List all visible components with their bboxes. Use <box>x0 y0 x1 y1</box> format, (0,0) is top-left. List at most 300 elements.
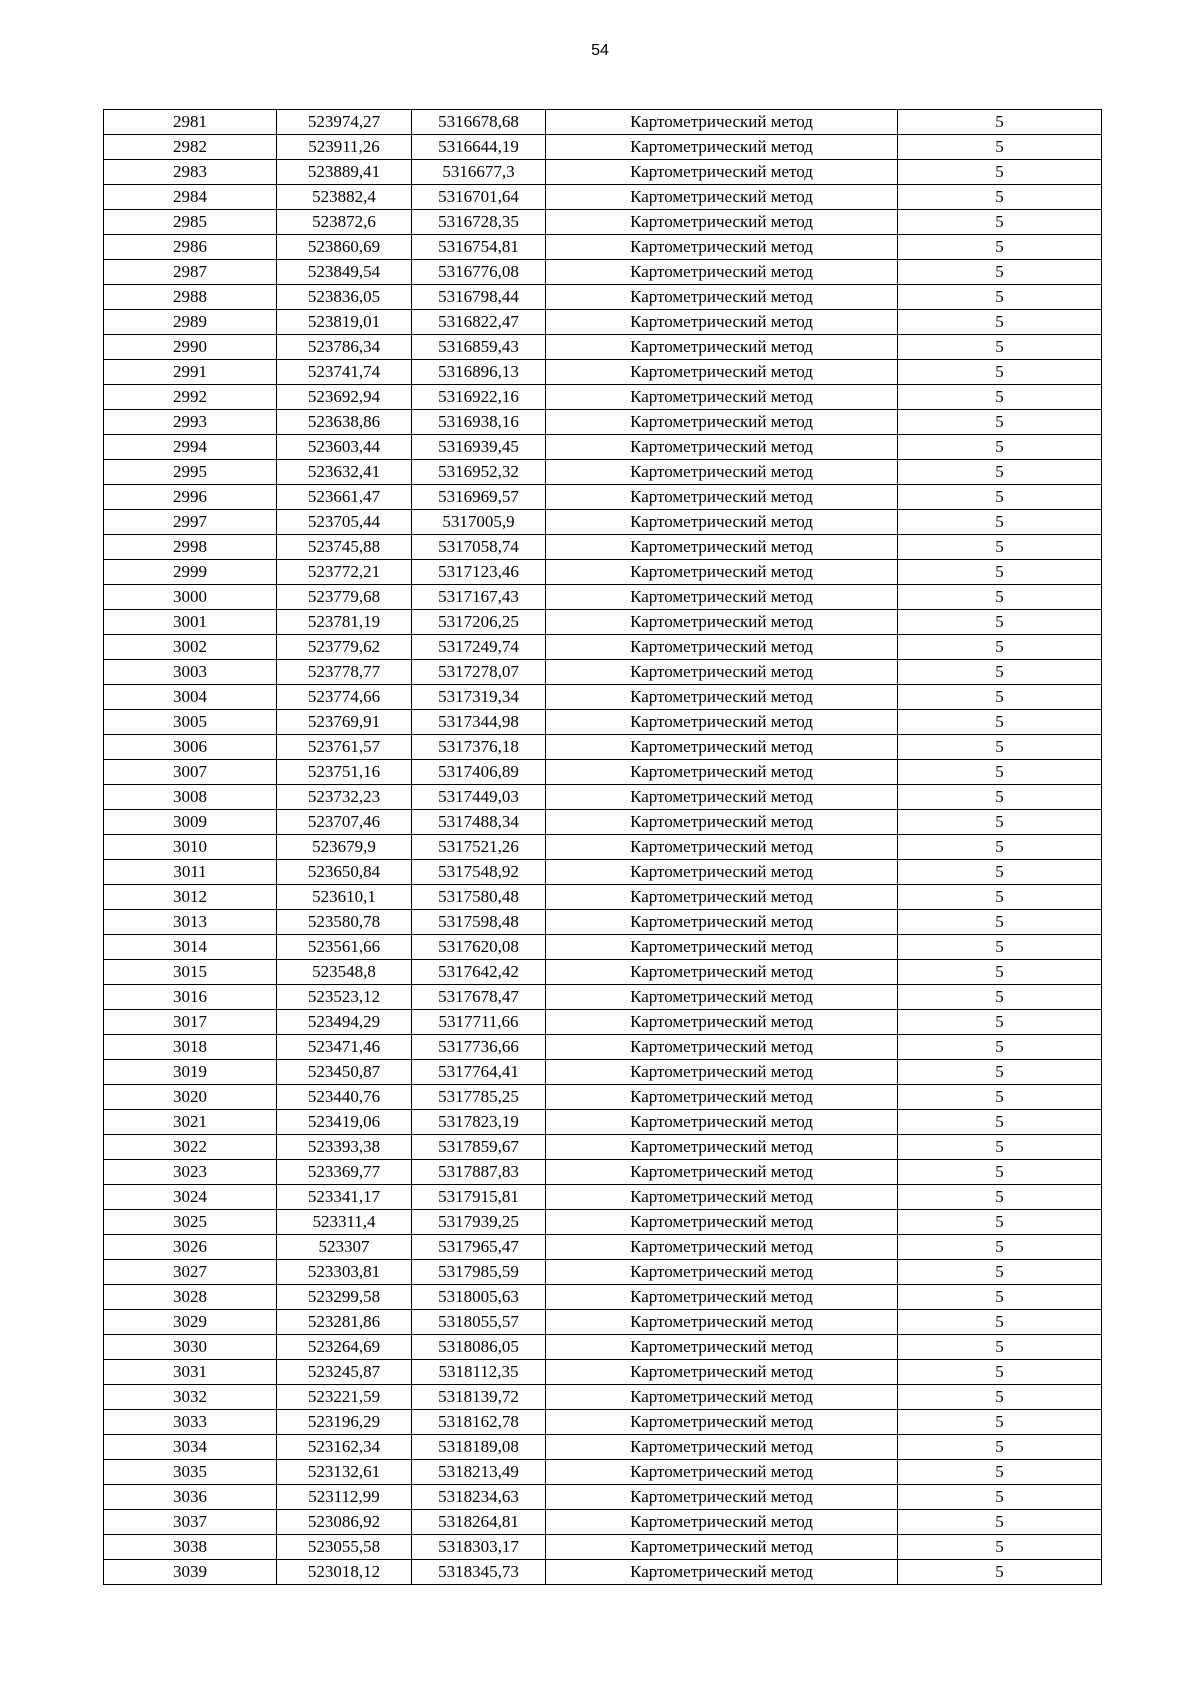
x-coordinate-cell: 523018,12 <box>277 1560 412 1585</box>
y-coordinate-cell: 5317344,98 <box>412 710 546 735</box>
point-number-cell: 2998 <box>104 535 277 560</box>
method-cell: Картометрический метод <box>546 1085 898 1110</box>
point-number-cell: 3014 <box>104 935 277 960</box>
x-coordinate-cell: 523778,77 <box>277 660 412 685</box>
y-coordinate-cell: 5318189,08 <box>412 1435 546 1460</box>
method-cell: Картометрический метод <box>546 1285 898 1310</box>
accuracy-cell: 5 <box>898 185 1102 210</box>
point-number-cell: 2999 <box>104 560 277 585</box>
accuracy-cell: 5 <box>898 860 1102 885</box>
x-coordinate-cell: 523819,01 <box>277 310 412 335</box>
point-number-cell: 2984 <box>104 185 277 210</box>
point-number-cell: 3002 <box>104 635 277 660</box>
y-coordinate-cell: 5317167,43 <box>412 585 546 610</box>
method-cell: Картометрический метод <box>546 1185 898 1210</box>
table-row <box>104 685 1102 710</box>
x-coordinate-cell: 523779,68 <box>277 585 412 610</box>
accuracy-cell: 5 <box>898 1185 1102 1210</box>
table-row <box>104 285 1102 310</box>
x-coordinate-cell: 523264,69 <box>277 1335 412 1360</box>
method-cell: Картометрический метод <box>546 1535 898 1560</box>
y-coordinate-cell: 5318264,81 <box>412 1510 546 1535</box>
point-number-cell: 3018 <box>104 1035 277 1060</box>
table-row <box>104 1460 1102 1485</box>
method-cell: Картометрический метод <box>546 135 898 160</box>
table-row <box>104 210 1102 235</box>
accuracy-cell: 5 <box>898 1010 1102 1035</box>
point-number-cell: 3026 <box>104 1235 277 1260</box>
y-coordinate-cell: 5318005,63 <box>412 1285 546 1310</box>
y-coordinate-cell: 5317278,07 <box>412 660 546 685</box>
table-row <box>104 660 1102 685</box>
x-coordinate-cell: 523779,62 <box>277 635 412 660</box>
table-row <box>104 635 1102 660</box>
table-row <box>104 410 1102 435</box>
x-coordinate-cell: 523494,29 <box>277 1010 412 1035</box>
method-cell: Картометрический метод <box>546 1210 898 1235</box>
point-number-cell: 2990 <box>104 335 277 360</box>
accuracy-cell: 5 <box>898 335 1102 360</box>
accuracy-cell: 5 <box>898 460 1102 485</box>
x-coordinate-cell: 523610,1 <box>277 885 412 910</box>
method-cell: Картометрический метод <box>546 260 898 285</box>
method-cell: Картометрический метод <box>546 685 898 710</box>
x-coordinate-cell: 523745,88 <box>277 535 412 560</box>
y-coordinate-cell: 5316728,35 <box>412 210 546 235</box>
point-number-cell: 2983 <box>104 160 277 185</box>
table-row <box>104 785 1102 810</box>
table-row <box>104 485 1102 510</box>
point-number-cell: 2993 <box>104 410 277 435</box>
point-number-cell: 3004 <box>104 685 277 710</box>
accuracy-cell: 5 <box>898 485 1102 510</box>
table-row <box>104 910 1102 935</box>
method-cell: Картометрический метод <box>546 635 898 660</box>
point-number-cell: 3029 <box>104 1310 277 1335</box>
table-row <box>104 110 1102 135</box>
method-cell: Картометрический метод <box>546 585 898 610</box>
table-row <box>104 1410 1102 1435</box>
point-number-cell: 3000 <box>104 585 277 610</box>
y-coordinate-cell: 5317449,03 <box>412 785 546 810</box>
x-coordinate-cell: 523774,66 <box>277 685 412 710</box>
method-cell: Картометрический метод <box>546 1260 898 1285</box>
method-cell: Картометрический метод <box>546 1235 898 1260</box>
point-number-cell: 3009 <box>104 810 277 835</box>
accuracy-cell: 5 <box>898 610 1102 635</box>
accuracy-cell: 5 <box>898 685 1102 710</box>
method-cell: Картометрический метод <box>546 1110 898 1135</box>
y-coordinate-cell: 5317736,66 <box>412 1035 546 1060</box>
point-number-cell: 3028 <box>104 1285 277 1310</box>
point-number-cell: 3010 <box>104 835 277 860</box>
point-number-cell: 3013 <box>104 910 277 935</box>
table-row <box>104 1210 1102 1235</box>
table-row <box>104 560 1102 585</box>
x-coordinate-cell: 523769,91 <box>277 710 412 735</box>
accuracy-cell: 5 <box>898 935 1102 960</box>
point-number-cell: 3021 <box>104 1110 277 1135</box>
point-number-cell: 2991 <box>104 360 277 385</box>
table-row <box>104 460 1102 485</box>
x-coordinate-cell: 523889,41 <box>277 160 412 185</box>
method-cell: Картометрический метод <box>546 1310 898 1335</box>
accuracy-cell: 5 <box>898 1260 1102 1285</box>
accuracy-cell: 5 <box>898 1035 1102 1060</box>
table-row <box>104 985 1102 1010</box>
x-coordinate-cell: 523299,58 <box>277 1285 412 1310</box>
accuracy-cell: 5 <box>898 1435 1102 1460</box>
x-coordinate-cell: 523705,44 <box>277 510 412 535</box>
table-row <box>104 1310 1102 1335</box>
table-row <box>104 385 1102 410</box>
method-cell: Картометрический метод <box>546 110 898 135</box>
point-number-cell: 3037 <box>104 1510 277 1535</box>
accuracy-cell: 5 <box>898 1410 1102 1435</box>
table-row <box>104 1560 1102 1585</box>
accuracy-cell: 5 <box>898 1360 1102 1385</box>
x-coordinate-cell: 523419,06 <box>277 1110 412 1135</box>
method-cell: Картометрический метод <box>546 735 898 760</box>
accuracy-cell: 5 <box>898 1310 1102 1335</box>
method-cell: Картометрический метод <box>546 660 898 685</box>
accuracy-cell: 5 <box>898 810 1102 835</box>
y-coordinate-cell: 5317859,67 <box>412 1135 546 1160</box>
y-coordinate-cell: 5317711,66 <box>412 1010 546 1035</box>
y-coordinate-cell: 5318086,05 <box>412 1335 546 1360</box>
x-coordinate-cell: 523548,8 <box>277 960 412 985</box>
point-number-cell: 3006 <box>104 735 277 760</box>
y-coordinate-cell: 5317406,89 <box>412 760 546 785</box>
accuracy-cell: 5 <box>898 785 1102 810</box>
x-coordinate-cell: 523741,74 <box>277 360 412 385</box>
table-row <box>104 360 1102 385</box>
y-coordinate-cell: 5317548,92 <box>412 860 546 885</box>
method-cell: Картометрический метод <box>546 610 898 635</box>
table-row <box>104 1110 1102 1135</box>
accuracy-cell: 5 <box>898 260 1102 285</box>
accuracy-cell: 5 <box>898 410 1102 435</box>
y-coordinate-cell: 5316952,32 <box>412 460 546 485</box>
method-cell: Картометрический метод <box>546 1360 898 1385</box>
method-cell: Картометрический метод <box>546 1435 898 1460</box>
accuracy-cell: 5 <box>898 985 1102 1010</box>
method-cell: Картометрический метод <box>546 1460 898 1485</box>
y-coordinate-cell: 5318139,72 <box>412 1385 546 1410</box>
y-coordinate-cell: 5317376,18 <box>412 735 546 760</box>
table-row <box>104 710 1102 735</box>
x-coordinate-cell: 523523,12 <box>277 985 412 1010</box>
x-coordinate-cell: 523369,77 <box>277 1160 412 1185</box>
y-coordinate-cell: 5316969,57 <box>412 485 546 510</box>
y-coordinate-cell: 5318213,49 <box>412 1460 546 1485</box>
x-coordinate-cell: 523603,44 <box>277 435 412 460</box>
x-coordinate-cell: 523440,76 <box>277 1085 412 1110</box>
point-number-cell: 3023 <box>104 1160 277 1185</box>
x-coordinate-cell: 523707,46 <box>277 810 412 835</box>
x-coordinate-cell: 523692,94 <box>277 385 412 410</box>
y-coordinate-cell: 5316754,81 <box>412 235 546 260</box>
method-cell: Картометрический метод <box>546 1010 898 1035</box>
table-row <box>104 260 1102 285</box>
accuracy-cell: 5 <box>898 710 1102 735</box>
table-row <box>104 1285 1102 1310</box>
point-number-cell: 3030 <box>104 1335 277 1360</box>
table-row <box>104 1535 1102 1560</box>
method-cell: Картометрический метод <box>546 360 898 385</box>
y-coordinate-cell: 5317005,9 <box>412 510 546 535</box>
accuracy-cell: 5 <box>898 1110 1102 1135</box>
point-number-cell: 3008 <box>104 785 277 810</box>
method-cell: Картометрический метод <box>546 560 898 585</box>
x-coordinate-cell: 523860,69 <box>277 235 412 260</box>
x-coordinate-cell: 523245,87 <box>277 1360 412 1385</box>
x-coordinate-cell: 523086,92 <box>277 1510 412 1535</box>
table-row <box>104 1235 1102 1260</box>
coordinates-table <box>103 109 1102 1585</box>
accuracy-cell: 5 <box>898 1560 1102 1585</box>
x-coordinate-cell: 523112,99 <box>277 1485 412 1510</box>
point-number-cell: 2988 <box>104 285 277 310</box>
y-coordinate-cell: 5316677,3 <box>412 160 546 185</box>
method-cell: Картометрический метод <box>546 385 898 410</box>
point-number-cell: 3039 <box>104 1560 277 1585</box>
accuracy-cell: 5 <box>898 1085 1102 1110</box>
y-coordinate-cell: 5317915,81 <box>412 1185 546 1210</box>
method-cell: Картометрический метод <box>546 1160 898 1185</box>
point-number-cell: 3033 <box>104 1410 277 1435</box>
point-number-cell: 3012 <box>104 885 277 910</box>
table-row <box>104 1510 1102 1535</box>
accuracy-cell: 5 <box>898 1210 1102 1235</box>
point-number-cell: 3022 <box>104 1135 277 1160</box>
point-number-cell: 2994 <box>104 435 277 460</box>
accuracy-cell: 5 <box>898 1485 1102 1510</box>
table-row <box>104 885 1102 910</box>
table-row <box>104 1010 1102 1035</box>
accuracy-cell: 5 <box>898 235 1102 260</box>
point-number-cell: 3005 <box>104 710 277 735</box>
x-coordinate-cell: 523311,4 <box>277 1210 412 1235</box>
point-number-cell: 2982 <box>104 135 277 160</box>
y-coordinate-cell: 5317785,25 <box>412 1085 546 1110</box>
table-row <box>104 1435 1102 1460</box>
method-cell: Картометрический метод <box>546 1335 898 1360</box>
y-coordinate-cell: 5317249,74 <box>412 635 546 660</box>
accuracy-cell: 5 <box>898 1160 1102 1185</box>
accuracy-cell: 5 <box>898 1135 1102 1160</box>
method-cell: Картометрический метод <box>546 510 898 535</box>
page-number: 54 <box>591 42 609 59</box>
y-coordinate-cell: 5317580,48 <box>412 885 546 910</box>
table-row <box>104 310 1102 335</box>
method-cell: Картометрический метод <box>546 785 898 810</box>
point-number-cell: 2989 <box>104 310 277 335</box>
accuracy-cell: 5 <box>898 960 1102 985</box>
coordinates-table-body <box>104 110 1102 1585</box>
x-coordinate-cell: 523872,6 <box>277 210 412 235</box>
accuracy-cell: 5 <box>898 110 1102 135</box>
method-cell: Картометрический метод <box>546 1485 898 1510</box>
y-coordinate-cell: 5317764,41 <box>412 1060 546 1085</box>
accuracy-cell: 5 <box>898 160 1102 185</box>
point-number-cell: 3034 <box>104 1435 277 1460</box>
table-row <box>104 335 1102 360</box>
point-number-cell: 2997 <box>104 510 277 535</box>
y-coordinate-cell: 5317620,08 <box>412 935 546 960</box>
x-coordinate-cell: 523882,4 <box>277 185 412 210</box>
point-number-cell: 2996 <box>104 485 277 510</box>
accuracy-cell: 5 <box>898 135 1102 160</box>
x-coordinate-cell: 523393,38 <box>277 1135 412 1160</box>
method-cell: Картометрический метод <box>546 710 898 735</box>
accuracy-cell: 5 <box>898 760 1102 785</box>
table-row <box>104 735 1102 760</box>
y-coordinate-cell: 5316822,47 <box>412 310 546 335</box>
accuracy-cell: 5 <box>898 635 1102 660</box>
x-coordinate-cell: 523732,23 <box>277 785 412 810</box>
point-number-cell: 3003 <box>104 660 277 685</box>
method-cell: Картометрический метод <box>546 935 898 960</box>
table-row <box>104 960 1102 985</box>
y-coordinate-cell: 5317123,46 <box>412 560 546 585</box>
accuracy-cell: 5 <box>898 210 1102 235</box>
method-cell: Картометрический метод <box>546 1510 898 1535</box>
x-coordinate-cell: 523303,81 <box>277 1260 412 1285</box>
x-coordinate-cell: 523661,47 <box>277 485 412 510</box>
y-coordinate-cell: 5316678,68 <box>412 110 546 135</box>
table-row <box>104 1185 1102 1210</box>
method-cell: Картометрический метод <box>546 1060 898 1085</box>
accuracy-cell: 5 <box>898 310 1102 335</box>
x-coordinate-cell: 523911,26 <box>277 135 412 160</box>
method-cell: Картометрический метод <box>546 860 898 885</box>
x-coordinate-cell: 523849,54 <box>277 260 412 285</box>
table-row <box>104 1035 1102 1060</box>
point-number-cell: 3016 <box>104 985 277 1010</box>
point-number-cell: 3020 <box>104 1085 277 1110</box>
x-coordinate-cell: 523221,59 <box>277 1385 412 1410</box>
table-row <box>104 510 1102 535</box>
y-coordinate-cell: 5317678,47 <box>412 985 546 1010</box>
table-row <box>104 1060 1102 1085</box>
method-cell: Картометрический метод <box>546 960 898 985</box>
table-row <box>104 185 1102 210</box>
table-row <box>104 1260 1102 1285</box>
point-number-cell: 3035 <box>104 1460 277 1485</box>
point-number-cell: 3036 <box>104 1485 277 1510</box>
table-row <box>104 760 1102 785</box>
x-coordinate-cell: 523638,86 <box>277 410 412 435</box>
method-cell: Картометрический метод <box>546 985 898 1010</box>
accuracy-cell: 5 <box>898 360 1102 385</box>
table-row <box>104 810 1102 835</box>
method-cell: Картометрический метод <box>546 1560 898 1585</box>
y-coordinate-cell: 5318162,78 <box>412 1410 546 1435</box>
y-coordinate-cell: 5316798,44 <box>412 285 546 310</box>
method-cell: Картометрический метод <box>546 185 898 210</box>
y-coordinate-cell: 5316939,45 <box>412 435 546 460</box>
table-row <box>104 235 1102 260</box>
y-coordinate-cell: 5317058,74 <box>412 535 546 560</box>
y-coordinate-cell: 5316922,16 <box>412 385 546 410</box>
accuracy-cell: 5 <box>898 835 1102 860</box>
table-row <box>104 1160 1102 1185</box>
method-cell: Картометрический метод <box>546 335 898 360</box>
accuracy-cell: 5 <box>898 285 1102 310</box>
point-number-cell: 3011 <box>104 860 277 885</box>
method-cell: Картометрический метод <box>546 160 898 185</box>
x-coordinate-cell: 523786,34 <box>277 335 412 360</box>
y-coordinate-cell: 5317488,34 <box>412 810 546 835</box>
method-cell: Картометрический метод <box>546 435 898 460</box>
accuracy-cell: 5 <box>898 385 1102 410</box>
point-number-cell: 2992 <box>104 385 277 410</box>
y-coordinate-cell: 5317939,25 <box>412 1210 546 1235</box>
method-cell: Картометрический метод <box>546 1385 898 1410</box>
point-number-cell: 2981 <box>104 110 277 135</box>
table-row <box>104 160 1102 185</box>
accuracy-cell: 5 <box>898 435 1102 460</box>
table-row <box>104 535 1102 560</box>
accuracy-cell: 5 <box>898 885 1102 910</box>
table-row <box>104 610 1102 635</box>
x-coordinate-cell: 523132,61 <box>277 1460 412 1485</box>
y-coordinate-cell: 5316701,64 <box>412 185 546 210</box>
table-row <box>104 835 1102 860</box>
table-row <box>104 1335 1102 1360</box>
x-coordinate-cell: 523307 <box>277 1235 412 1260</box>
y-coordinate-cell: 5317319,34 <box>412 685 546 710</box>
x-coordinate-cell: 523162,34 <box>277 1435 412 1460</box>
accuracy-cell: 5 <box>898 1460 1102 1485</box>
accuracy-cell: 5 <box>898 1235 1102 1260</box>
point-number-cell: 3027 <box>104 1260 277 1285</box>
x-coordinate-cell: 523751,16 <box>277 760 412 785</box>
y-coordinate-cell: 5317521,26 <box>412 835 546 860</box>
table-row <box>104 860 1102 885</box>
accuracy-cell: 5 <box>898 1060 1102 1085</box>
y-coordinate-cell: 5318112,35 <box>412 1360 546 1385</box>
table-row <box>104 1485 1102 1510</box>
y-coordinate-cell: 5316896,13 <box>412 360 546 385</box>
method-cell: Картометрический метод <box>546 210 898 235</box>
table-row <box>104 935 1102 960</box>
y-coordinate-cell: 5317598,48 <box>412 910 546 935</box>
x-coordinate-cell: 523772,21 <box>277 560 412 585</box>
x-coordinate-cell: 523580,78 <box>277 910 412 935</box>
y-coordinate-cell: 5317887,83 <box>412 1160 546 1185</box>
method-cell: Картометрический метод <box>546 760 898 785</box>
x-coordinate-cell: 523471,46 <box>277 1035 412 1060</box>
x-coordinate-cell: 523679,9 <box>277 835 412 860</box>
point-number-cell: 3024 <box>104 1185 277 1210</box>
accuracy-cell: 5 <box>898 1385 1102 1410</box>
y-coordinate-cell: 5316859,43 <box>412 335 546 360</box>
method-cell: Картометрический метод <box>546 410 898 435</box>
method-cell: Картометрический метод <box>546 310 898 335</box>
y-coordinate-cell: 5317985,59 <box>412 1260 546 1285</box>
y-coordinate-cell: 5318234,63 <box>412 1485 546 1510</box>
x-coordinate-cell: 523450,87 <box>277 1060 412 1085</box>
x-coordinate-cell: 523836,05 <box>277 285 412 310</box>
method-cell: Картометрический метод <box>546 485 898 510</box>
x-coordinate-cell: 523055,58 <box>277 1535 412 1560</box>
point-number-cell: 2986 <box>104 235 277 260</box>
x-coordinate-cell: 523196,29 <box>277 1410 412 1435</box>
method-cell: Картометрический метод <box>546 1135 898 1160</box>
accuracy-cell: 5 <box>898 1335 1102 1360</box>
